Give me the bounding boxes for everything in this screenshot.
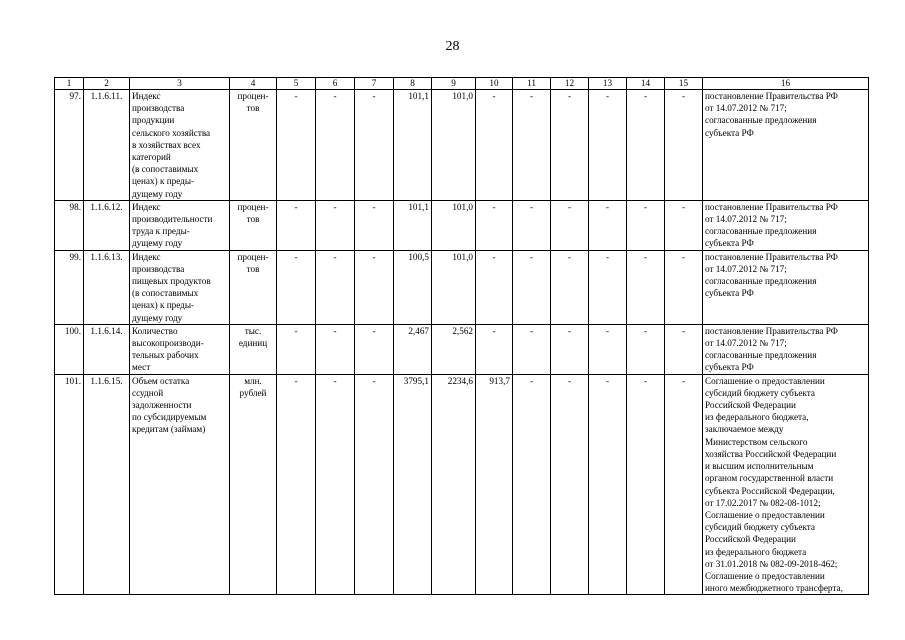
- value-cell: -: [589, 250, 627, 324]
- value-cell: -: [316, 374, 355, 595]
- value-cell: -: [665, 250, 703, 324]
- indicator-code: 1.1.6.14.: [84, 324, 130, 374]
- value-cell: 101,1: [394, 90, 432, 201]
- value-cell: -: [316, 324, 355, 374]
- indicator-code: 1.1.6.13.: [84, 250, 130, 324]
- value-cell: -: [551, 250, 589, 324]
- column-header-cell: 16: [703, 78, 869, 90]
- table-row: [55, 324, 869, 374]
- column-header-cell: 6: [316, 78, 355, 90]
- column-header-cell: 1: [55, 78, 84, 90]
- value-cell: -: [589, 200, 627, 250]
- value-cell: 2,467: [394, 324, 432, 374]
- unit-cell: тыс. единиц: [230, 324, 277, 374]
- source-cell: постановление Правительства РФ от 14.07.2012 № 717; согласованные предложения субъекта РФ: [703, 250, 869, 324]
- value-cell: 101,0: [432, 250, 476, 324]
- value-cell: -: [589, 324, 627, 374]
- value-cell: -: [513, 200, 551, 250]
- unit-cell: процен- тов: [230, 250, 277, 324]
- value-cell: 101,0: [432, 200, 476, 250]
- column-header-cell: 7: [355, 78, 394, 90]
- value-cell: -: [665, 374, 703, 595]
- value-cell: -: [513, 324, 551, 374]
- value-cell: -: [627, 374, 665, 595]
- value-cell: -: [277, 200, 316, 250]
- value-cell: -: [589, 374, 627, 595]
- value-cell: 100,5: [394, 250, 432, 324]
- column-header-cell: 10: [476, 78, 513, 90]
- column-header-cell: 14: [627, 78, 665, 90]
- table-row: [55, 200, 869, 250]
- value-cell: -: [513, 374, 551, 595]
- indicator-name: Индекс производства продукции сельского хозяйства в хозяйствах всех категорий (в сопоставимых ценах) к преды- дущему году: [130, 90, 230, 201]
- row-number: 101.: [55, 374, 84, 595]
- value-cell: -: [627, 200, 665, 250]
- column-header-cell: 13: [589, 78, 627, 90]
- unit-cell: процен- тов: [230, 200, 277, 250]
- value-cell: -: [627, 324, 665, 374]
- unit-cell: процен- тов: [230, 90, 277, 201]
- value-cell: -: [316, 250, 355, 324]
- value-cell: -: [476, 90, 513, 201]
- source-cell: Соглашение о предоставлении субсидий бюджету субъекта Российской Федерации из федерального бюджета, заключаемое между Министерством сельского хозяйства Российской Федерации и высшим исполнительным органом государственной власти субъекта Российской Федерации, от 17.02.2017 № 082-08-1012; Соглашение о предоставлении субсидий бюджету субъекта Российской Федерации из федерального бюджета от 31.01.2018 № 082-09-2018-462; Соглашение о предоставлении иного межбюджетного трансферта,: [703, 374, 869, 595]
- row-number: 98.: [55, 200, 84, 250]
- table-row: [55, 250, 869, 324]
- value-cell: -: [277, 250, 316, 324]
- indicator-code: 1.1.6.12.: [84, 200, 130, 250]
- value-cell: -: [316, 200, 355, 250]
- indicator-code: 1.1.6.11.: [84, 90, 130, 201]
- value-cell: -: [355, 250, 394, 324]
- value-cell: -: [513, 90, 551, 201]
- indicator-name: Объем остатка ссудной задолженности по субсидируемым кредитам (займам): [130, 374, 230, 595]
- column-header-cell: 9: [432, 78, 476, 90]
- value-cell: -: [476, 200, 513, 250]
- value-cell: -: [355, 324, 394, 374]
- source-cell: постановление Правительства РФ от 14.07.2012 № 717; согласованные предложения субъекта РФ: [703, 324, 869, 374]
- value-cell: -: [513, 250, 551, 324]
- table-row: [55, 90, 869, 201]
- column-header-cell: 3: [130, 78, 230, 90]
- value-cell: -: [316, 90, 355, 201]
- column-header-cell: 4: [230, 78, 277, 90]
- column-number-header: [55, 78, 869, 90]
- value-cell: -: [476, 250, 513, 324]
- value-cell: -: [355, 200, 394, 250]
- column-header-cell: 5: [277, 78, 316, 90]
- indicator-name: Количество высокопроизводи- тельных рабочих мест: [130, 324, 230, 374]
- value-cell: -: [551, 200, 589, 250]
- value-cell: 101,1: [394, 200, 432, 250]
- value-cell: 2234,6: [432, 374, 476, 595]
- source-cell: постановление Правительства РФ от 14.07.2012 № 717; согласованные предложения субъекта РФ: [703, 90, 869, 201]
- value-cell: -: [476, 324, 513, 374]
- indicator-code: 1.1.6.15.: [84, 374, 130, 595]
- column-header-cell: 15: [665, 78, 703, 90]
- column-header-cell: 11: [513, 78, 551, 90]
- value-cell: 3795,1: [394, 374, 432, 595]
- value-cell: -: [551, 90, 589, 201]
- column-header-cell: 8: [394, 78, 432, 90]
- row-number: 97.: [55, 90, 84, 201]
- row-number: 99.: [55, 250, 84, 324]
- value-cell: -: [277, 324, 316, 374]
- value-cell: -: [551, 324, 589, 374]
- indicators-table: [54, 77, 869, 595]
- indicator-name: Индекс производительности труда к преды- дущему году: [130, 200, 230, 250]
- column-header-cell: 12: [551, 78, 589, 90]
- value-cell: -: [355, 90, 394, 201]
- value-cell: -: [277, 90, 316, 201]
- value-cell: 2,562: [432, 324, 476, 374]
- value-cell: -: [665, 200, 703, 250]
- value-cell: -: [551, 374, 589, 595]
- value-cell: -: [355, 374, 394, 595]
- row-number: 100.: [55, 324, 84, 374]
- value-cell: -: [627, 250, 665, 324]
- table-row: [55, 374, 869, 595]
- value-cell: -: [277, 374, 316, 595]
- value-cell: 913,7: [476, 374, 513, 595]
- column-header-cell: 2: [84, 78, 130, 90]
- page-number: 28: [445, 39, 460, 54]
- value-cell: -: [627, 90, 665, 201]
- value-cell: -: [665, 324, 703, 374]
- indicator-name: Индекс производства пищевых продуктов (в сопоставимых ценах) к преды- дущему году: [130, 250, 230, 324]
- value-cell: 101,0: [432, 90, 476, 201]
- value-cell: -: [589, 90, 627, 201]
- value-cell: -: [665, 90, 703, 201]
- source-cell: постановление Правительства РФ от 14.07.2012 № 717; согласованные предложения субъекта РФ: [703, 200, 869, 250]
- unit-cell: млн. рублей: [230, 374, 277, 595]
